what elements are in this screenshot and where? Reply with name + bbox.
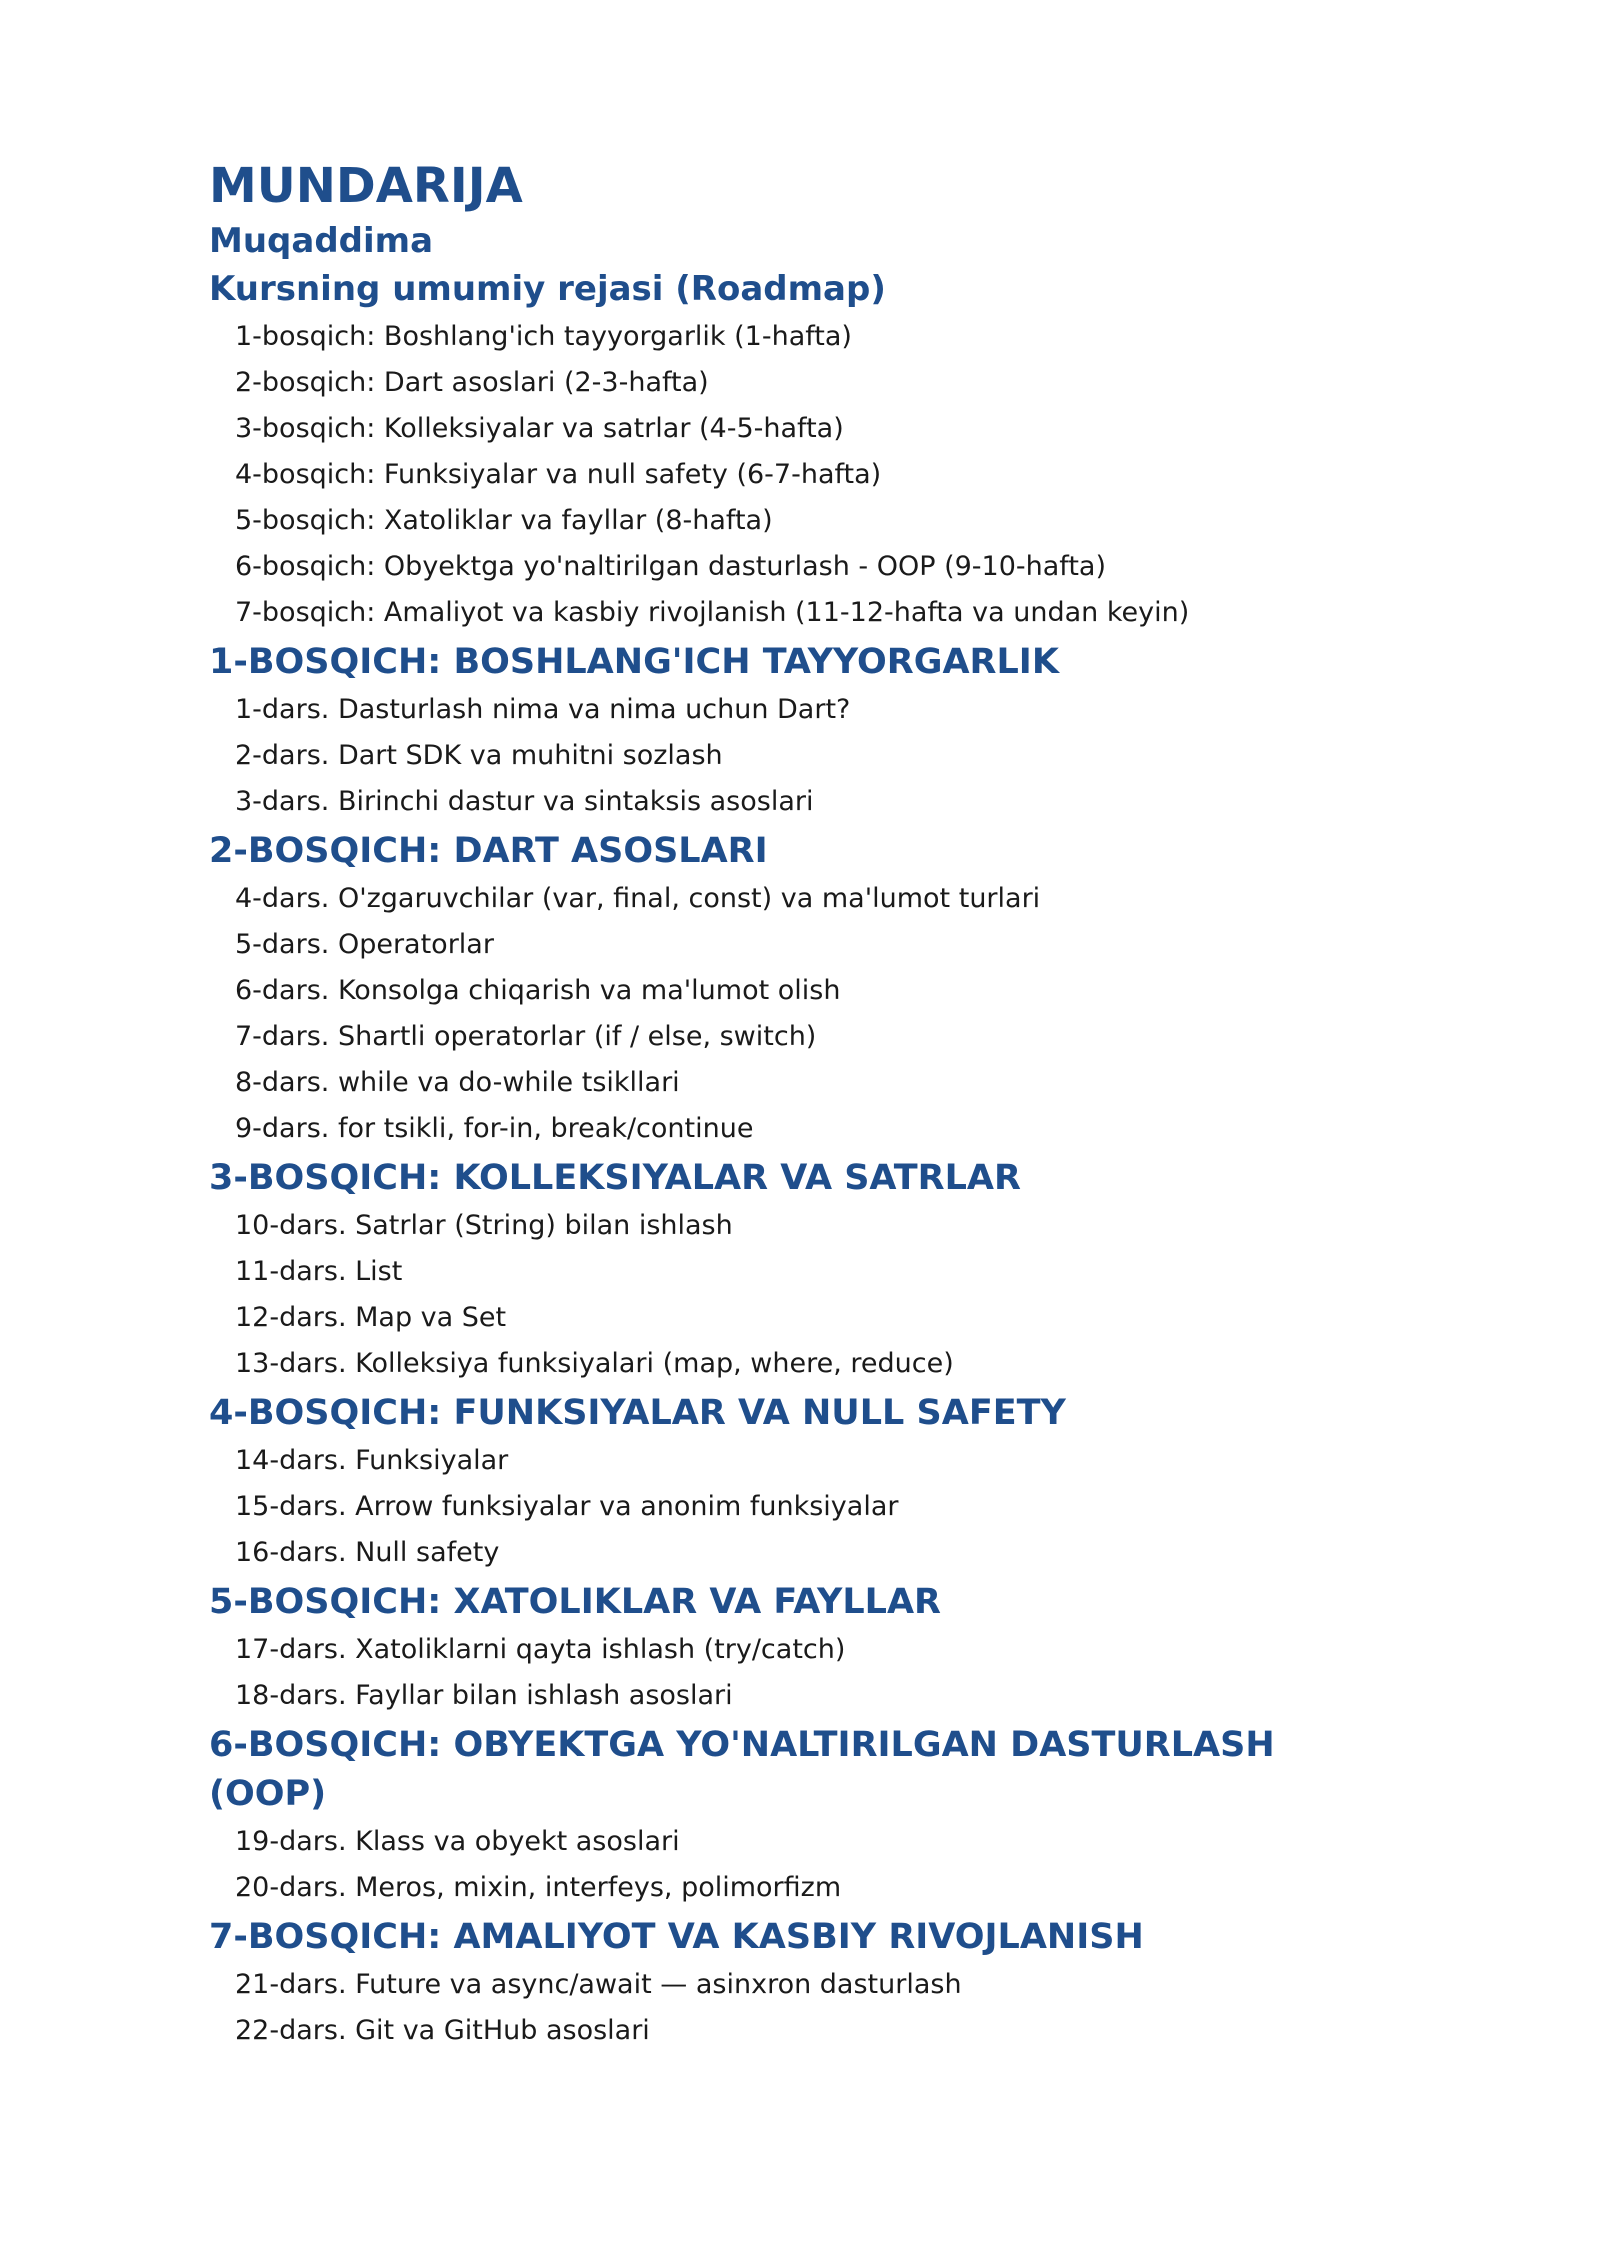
table-of-contents — [209, 158, 1389, 2056]
lesson-list — [209, 1203, 1389, 1387]
lesson-item[interactable]: 3-dars. Birinchi dastur va sintaksis asoslari — [235, 786, 814, 817]
lesson-item[interactable]: 19-dars. Klass va obyekt asoslari — [235, 1826, 680, 1857]
lesson-item[interactable]: 6-dars. Konsolga chiqarish va ma'lumot olish — [235, 975, 841, 1006]
stage-heading[interactable]: 6-BOSQICH: OBYEKTGA YO'NALTIRILGAN DASTURLASH (OOP) — [209, 1725, 1275, 1814]
lesson-item[interactable]: 22-dars. Git va GitHub asoslari — [235, 2015, 650, 2046]
lesson-item[interactable]: 7-dars. Shartli operatorlar (if / else, switch) — [235, 1021, 817, 1052]
roadmap-item[interactable]: 6-bosqich: Obyektga yo'naltirilgan dasturlash - OOP (9-10-hafta) — [235, 551, 1107, 582]
roadmap-item[interactable]: 7-bosqich: Amaliyot va kasbiy rivojlanish (11-12-hafta va undan keyin) — [235, 597, 1190, 628]
lesson-item[interactable]: 20-dars. Meros, mixin, interfeys, polimorfizm — [235, 1872, 842, 1903]
stage-heading[interactable]: 7-BOSQICH: AMALIYOT VA KASBIY RIVOJLANISH — [209, 1917, 1144, 1957]
stage-sections — [209, 638, 1389, 2054]
roadmap-item[interactable]: 1-bosqich: Boshlang'ich tayyorgarlik (1-hafta) — [235, 321, 852, 352]
lesson-item[interactable]: 2-dars. Dart SDK va muhitni sozlash — [235, 740, 723, 771]
lesson-item[interactable]: 9-dars. for tsikli, for-in, break/continue — [235, 1113, 754, 1144]
lesson-list — [209, 687, 1389, 825]
lesson-list — [209, 1627, 1389, 1719]
lesson-item[interactable]: 16-dars. Null safety — [235, 1537, 500, 1568]
lesson-item[interactable]: 14-dars. Funksiyalar — [235, 1445, 509, 1476]
roadmap-item[interactable]: 2-bosqich: Dart asoslari (2-3-hafta) — [235, 367, 709, 398]
toc-link-intro[interactable]: Muqaddima — [209, 221, 434, 261]
roadmap-item[interactable]: 3-bosqich: Kolleksiyalar va satrlar (4-5-hafta) — [235, 413, 844, 444]
lesson-item[interactable]: 5-dars. Operatorlar — [235, 929, 494, 960]
lesson-list — [209, 1819, 1389, 1911]
stage-heading[interactable]: 5-BOSQICH: XATOLIKLAR VA FAYLLAR — [209, 1582, 942, 1622]
lesson-item[interactable]: 11-dars. List — [235, 1256, 403, 1287]
roadmap-list — [209, 314, 1389, 636]
lesson-item[interactable]: 8-dars. while va do-while tsikllari — [235, 1067, 680, 1098]
lesson-list — [209, 1438, 1389, 1576]
lesson-item[interactable]: 17-dars. Xatoliklarni qayta ishlash (try/catch) — [235, 1634, 846, 1665]
lesson-item[interactable]: 10-dars. Satrlar (String) bilan ishlash — [235, 1210, 733, 1241]
lesson-list — [209, 876, 1389, 1152]
stage-heading[interactable]: 1-BOSQICH: BOSHLANG'ICH TAYYORGARLIK — [209, 642, 1059, 682]
lesson-item[interactable]: 15-dars. Arrow funksiyalar va anonim funksiyalar — [235, 1491, 899, 1522]
lesson-item[interactable]: 21-dars. Future va async/await — asinxron dasturlash — [235, 1969, 962, 2000]
toc-link-roadmap[interactable]: Kursning umumiy rejasi (Roadmap) — [209, 269, 886, 309]
toc-title: MUNDARIJA — [209, 158, 523, 214]
stage-heading[interactable]: 3-BOSQICH: KOLLEKSIYALAR VA SATRLAR — [209, 1158, 1021, 1198]
lesson-item[interactable]: 18-dars. Fayllar bilan ishlash asoslari — [235, 1680, 733, 1711]
lesson-item[interactable]: 12-dars. Map va Set — [235, 1302, 507, 1333]
roadmap-item[interactable]: 5-bosqich: Xatoliklar va fayllar (8-hafta) — [235, 505, 773, 536]
lesson-item[interactable]: 4-dars. O'zgaruvchilar (var, final, const) va ma'lumot turlari — [235, 883, 1041, 914]
lesson-item[interactable]: 13-dars. Kolleksiya funksiyalari (map, where, reduce) — [235, 1348, 954, 1379]
stage-heading[interactable]: 4-BOSQICH: FUNKSIYALAR VA NULL SAFETY — [209, 1393, 1066, 1433]
stage-heading[interactable]: 2-BOSQICH: DART ASOSLARI — [209, 831, 768, 871]
roadmap-item[interactable]: 4-bosqich: Funksiyalar va null safety (6-7-hafta) — [235, 459, 882, 490]
lesson-list — [209, 1962, 1389, 2054]
lesson-item[interactable]: 1-dars. Dasturlash nima va nima uchun Dart? — [235, 694, 851, 725]
